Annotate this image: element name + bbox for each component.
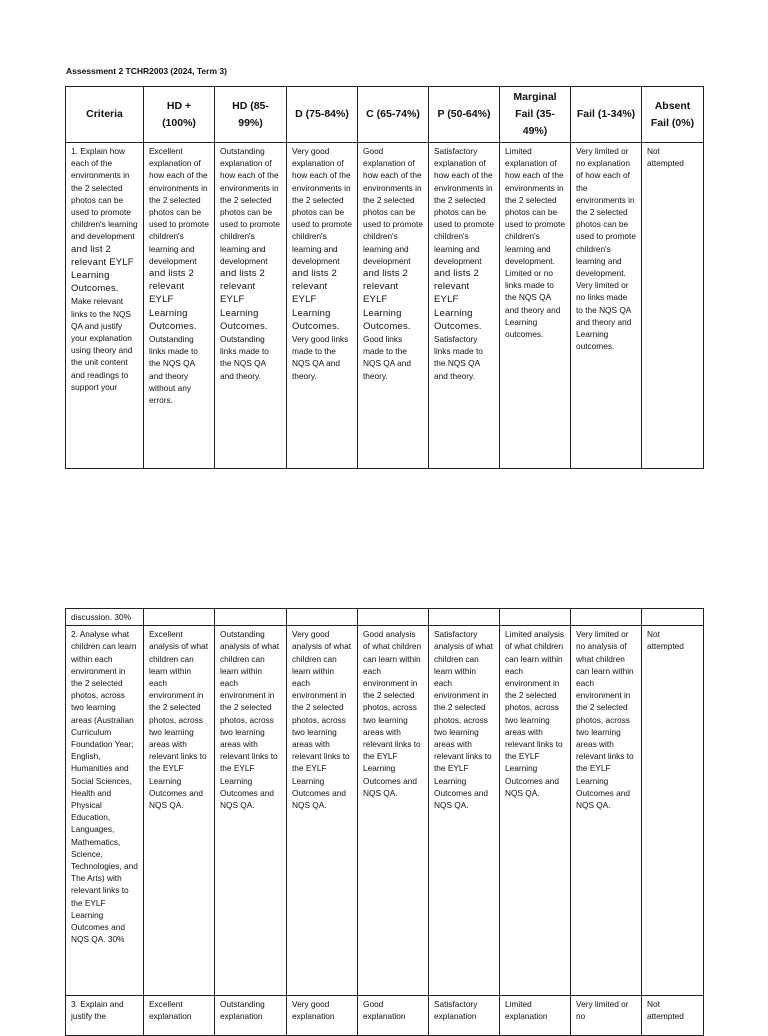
cell-text-emphasis: and lists 2 relevant EYLF Learning Outcomes. bbox=[292, 268, 340, 332]
cell-text: Excellent explanation of how each of the environments in the 2 selected photos can be used to promote children's learning and development bbox=[149, 146, 209, 266]
grade-cell bbox=[287, 609, 358, 626]
grade-cell: Very good analysis of what children can learn within each environment in the 2 selected photos, across two learning areas with relevant links to the EYLF Learning Outcomes and NQS QA. bbox=[287, 626, 358, 996]
cell-text: Satisfactory links made to the NQS QA and theory. bbox=[434, 334, 483, 381]
grade-cell: Not attempted bbox=[642, 996, 704, 1036]
grade-cell bbox=[642, 609, 704, 626]
cell-text: Very limited or no explanation of how each of the environments in the 2 selected photos can be used to promote children's learning and development. Very limited or no links made to the NQS QA and theory and Learning outcomes. bbox=[576, 146, 636, 352]
grade-cell bbox=[287, 143, 358, 469]
header-hd: HD (85-99%) bbox=[215, 87, 287, 143]
table-row bbox=[66, 996, 704, 1036]
cell-text: Satisfactory explanation of how each of the environments in the 2 selected photos can be used to promote children's learning and development bbox=[434, 146, 494, 266]
table-row bbox=[66, 143, 704, 469]
criteria-cell: discussion. 30% bbox=[66, 609, 144, 626]
grade-cell bbox=[500, 609, 571, 626]
grade-cell bbox=[429, 143, 500, 469]
header-marginal-fail: Marginal Fail (35-49%) bbox=[500, 87, 571, 143]
criteria-text: 1. Explain how each of the environments in the 2 selected photos can be used to promote children's learning and development bbox=[71, 146, 138, 242]
grade-cell: Limited analysis of what children can learn within each environment in the 2 selected photos, across two learning areas with relevant links to the EYLF Learning Outcomes and NQS QA. bbox=[500, 626, 571, 996]
header-p: P (50-64%) bbox=[429, 87, 500, 143]
grade-cell: Good analysis of what children can learn within each environment in the 2 selected photos, across two learning areas with relevant links to the EYLF Learning Outcomes and NQS QA. bbox=[358, 626, 429, 996]
header-fail: Fail (1-34%) bbox=[571, 87, 642, 143]
grade-cell: Good explanation bbox=[358, 996, 429, 1036]
grade-cell: Very limited or no analysis of what children can learn within each environment in the 2 selected photos, across two learning areas with relevant links to the EYLF Learning Outcomes and NQS QA. bbox=[571, 626, 642, 996]
grade-cell bbox=[500, 143, 571, 469]
grade-cell: Very limited or no bbox=[571, 996, 642, 1036]
cell-text: Not attempted bbox=[647, 146, 684, 169]
cell-text-emphasis: and lists 2 relevant EYLF Learning Outcomes. bbox=[363, 268, 411, 332]
cell-text-emphasis: and lists 2 relevant EYLF Learning Outcomes. bbox=[220, 268, 268, 332]
header-hd-plus: HD + (100%) bbox=[144, 87, 215, 143]
table-row bbox=[66, 626, 704, 996]
grade-cell: Outstanding explanation bbox=[215, 996, 287, 1036]
criteria-text-emphasis: and list 2 relevant EYLF Learning Outcomes. bbox=[71, 243, 134, 295]
header-criteria: Criteria bbox=[66, 87, 144, 143]
grade-cell bbox=[144, 609, 215, 626]
grade-cell bbox=[571, 143, 642, 469]
cell-text: Outstanding explanation of how each of the environments in the 2 selected photos can be used to promote children's learning and development bbox=[220, 146, 280, 266]
header-c: C (65-74%) bbox=[358, 87, 429, 143]
cell-text-emphasis: and lists 2 relevant EYLF Learning Outcomes. bbox=[434, 268, 482, 332]
cell-text: Very good links made to the NQS QA and theory. bbox=[292, 334, 349, 381]
grade-cell: Excellent explanation bbox=[144, 996, 215, 1036]
cell-text: Outstanding links made to the NQS QA and theory. bbox=[220, 334, 269, 381]
cell-text: Outstanding links made to the NQS QA and theory without any errors. bbox=[149, 334, 198, 406]
header-row bbox=[66, 87, 704, 143]
header-d: D (75-84%) bbox=[287, 87, 358, 143]
grade-cell bbox=[358, 609, 429, 626]
grade-cell bbox=[642, 143, 704, 469]
grade-cell: Very good explanation bbox=[287, 996, 358, 1036]
rubric-table-page-2 bbox=[65, 608, 704, 1036]
cell-text: Very good explanation of how each of the environments in the 2 selected photos can be used to promote children's learning and development bbox=[292, 146, 352, 266]
cell-text-emphasis: and lists 2 relevant EYLF Learning Outcomes. bbox=[149, 268, 197, 332]
header-absent-fail: Absent Fail (0%) bbox=[642, 87, 704, 143]
grade-cell: Outstanding analysis of what children can learn within each environment in the 2 selected photos, across two learning areas with relevant links to the EYLF Learning Outcomes and NQS QA. bbox=[215, 626, 287, 996]
grade-cell: Limited explanation bbox=[500, 996, 571, 1036]
grade-cell bbox=[215, 143, 287, 469]
grade-cell bbox=[358, 143, 429, 469]
cell-text: Limited explanation of how each of the environments in the 2 selected photos can be used to promote children's learning and development. Limited or no links made to the NQS QA and theory and Learning outcomes. bbox=[505, 146, 565, 340]
cell-text: Good explanation of how each of the environments in the 2 selected photos can be used to promote children's learning and development bbox=[363, 146, 423, 266]
criteria-cell: 2. Analyse what children can learn within each environment in the 2 selected photos, across two learning areas (Australian Curriculum Foundation Year; English, Humanities and Social Sciences, Health and Physical Education, Languages, Mathematics, Science, Technologies, and The Arts) with relevant links to the EYLF Learning Outcomes and NQS QA. 30% bbox=[66, 626, 144, 996]
criteria-cell: 3. Explain and justify the bbox=[66, 996, 144, 1036]
grade-cell bbox=[429, 609, 500, 626]
grade-cell: Satisfactory explanation bbox=[429, 996, 500, 1036]
criteria-cell bbox=[66, 143, 144, 469]
page-title: Assessment 2 TCHR2003 (2024, Term 3) bbox=[66, 66, 227, 76]
cell-text: Good links made to the NQS QA and theory. bbox=[363, 334, 411, 381]
grade-cell: Satisfactory analysis of what children can learn within each environment in the 2 selected photos, across two learning areas with relevant links to the EYLF Learning Outcomes and NQS QA. bbox=[429, 626, 500, 996]
criteria-text: Make relevant links to the NQS QA and justify your explanation using theory and the unit content and readings to support your bbox=[71, 296, 133, 392]
table-row-continuation bbox=[66, 609, 704, 626]
rubric-table-page-1 bbox=[65, 86, 704, 469]
grade-cell: Excellent analysis of what children can learn within each environment in the 2 selected photos, across two learning areas with relevant links to the EYLF Learning Outcomes and NQS QA. bbox=[144, 626, 215, 996]
grade-cell: Not attempted bbox=[642, 626, 704, 996]
grade-cell bbox=[144, 143, 215, 469]
grade-cell bbox=[571, 609, 642, 626]
grade-cell bbox=[215, 609, 287, 626]
